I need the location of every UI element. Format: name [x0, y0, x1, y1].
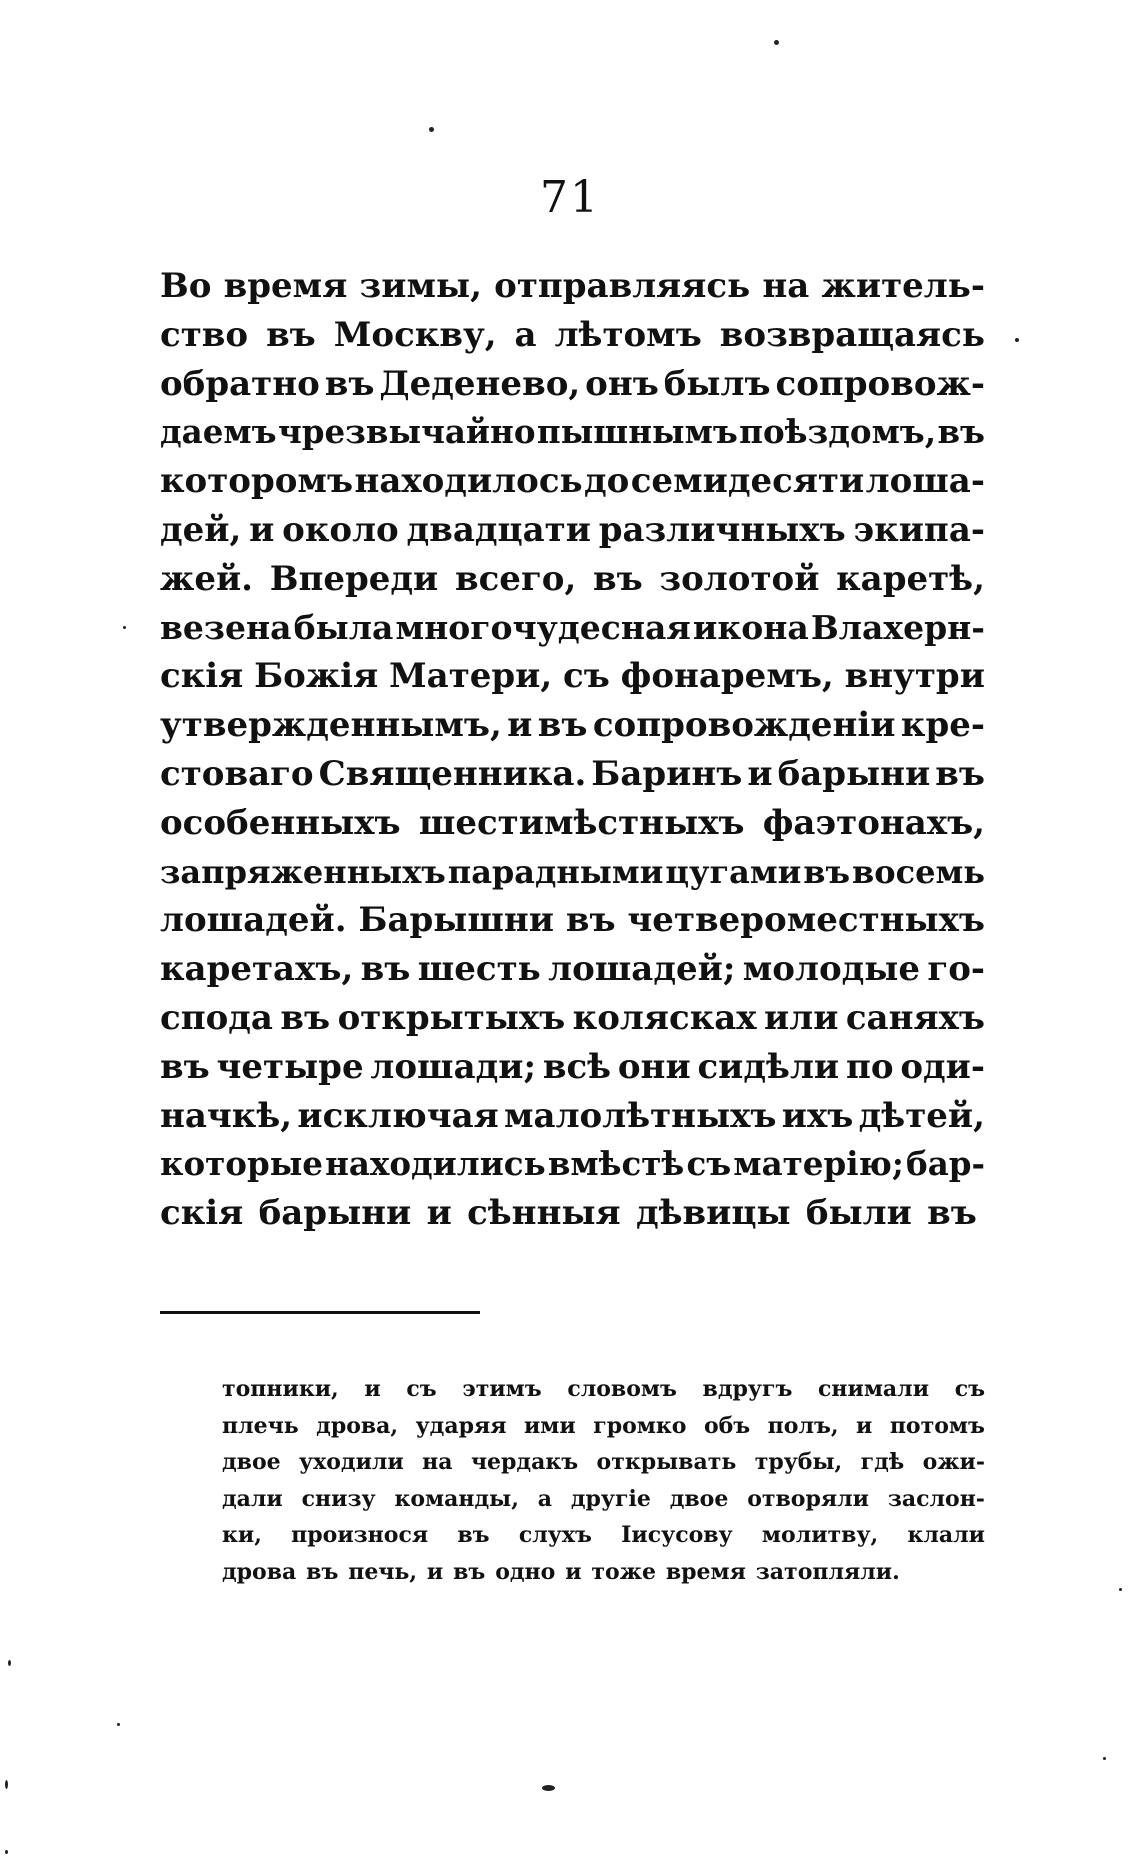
text-line: обратно въ Деденево, онъ былъ сопровож-: [160, 363, 985, 404]
scan-speck: [5, 1850, 8, 1854]
text-line: особенныхъ шестимѣстныхъ фаэтонахъ,: [160, 802, 985, 843]
scan-speck: [5, 1780, 8, 1789]
footnote-line: топники, и съ этимъ словомъ вдругъ снимали съ: [222, 1376, 985, 1402]
text-line: лошадей. Барышни въ четвероместныхъ: [160, 900, 985, 941]
text-line: утвержденнымъ, и въ сопровожденіи кре-: [160, 705, 985, 746]
scan-speck: [429, 127, 434, 132]
scan-speck: [1015, 338, 1019, 342]
footnote-line: дали снизу команды, а другіе двое отворяли заслон-: [222, 1485, 985, 1512]
text-line: запряженныхъ парадными цугами въ восемь: [160, 852, 985, 891]
footnote-line: двое уходили на чердакъ открывать трубы, гдѣ ожи-: [222, 1449, 985, 1475]
scan-speck: [542, 1785, 555, 1791]
footnote-separator: [160, 1311, 480, 1314]
text-line: въ четыре лошади; всѣ они сидѣли по оди-: [160, 1046, 985, 1087]
text-line: которомъ находилось до семидесяти лоша-: [160, 461, 985, 502]
text-line: жей. Впереди всего, въ золотой каретѣ,: [160, 558, 985, 599]
page-number: 71: [540, 172, 600, 223]
scan-speck: [1103, 1757, 1106, 1760]
scan-speck: [8, 1660, 11, 1666]
text-line: дей, и около двадцати различныхъ экипа-: [160, 509, 985, 550]
text-line: начкѣ, исключая малолѣтныхъ ихъ дѣтей,: [160, 1095, 985, 1136]
text-line: стоваго Священника. Баринъ и барыни въ: [160, 753, 985, 794]
footnote-line: дрова въ печь, и въ одно и тоже время затопляли.: [222, 1558, 900, 1585]
text-line: Во время зимы, отправляясь на житель-: [160, 266, 985, 306]
footnote-line: плечь дрова, ударяя ими громко объ полъ, и потомъ: [222, 1412, 985, 1439]
text-line: каретахъ, въ шесть лошадей; молодые го-: [160, 949, 985, 990]
text-line: скія барыни и сѣнныя дѣвицы были въ: [160, 1193, 977, 1234]
scan-speck: [117, 1723, 120, 1726]
text-line: спода въ открытыхъ колясках или саняхъ: [160, 997, 985, 1038]
text-line: даемъ чрезвычайно пышнымъ поѣздомъ, въ: [160, 412, 985, 452]
scan-speck: [774, 40, 779, 45]
main-text: [160, 262, 985, 1238]
text-line: ство въ Москву, а лѣтомъ возвращаясь: [160, 314, 985, 355]
footnote-line: ки, произнося въ слухъ Іисусову молитву, клали: [222, 1522, 985, 1548]
scan-speck: [1119, 1588, 1122, 1591]
text-line: скія Божія Матери, съ фонаремъ, внутри: [160, 656, 985, 697]
scan-speck: [123, 626, 126, 629]
text-line: везена была многочудесная икона Влахерн-: [160, 607, 985, 647]
text-line: которые находились вмѣстѣ съ матерію; бар-: [160, 1144, 985, 1184]
footnote: [222, 1371, 985, 1590]
